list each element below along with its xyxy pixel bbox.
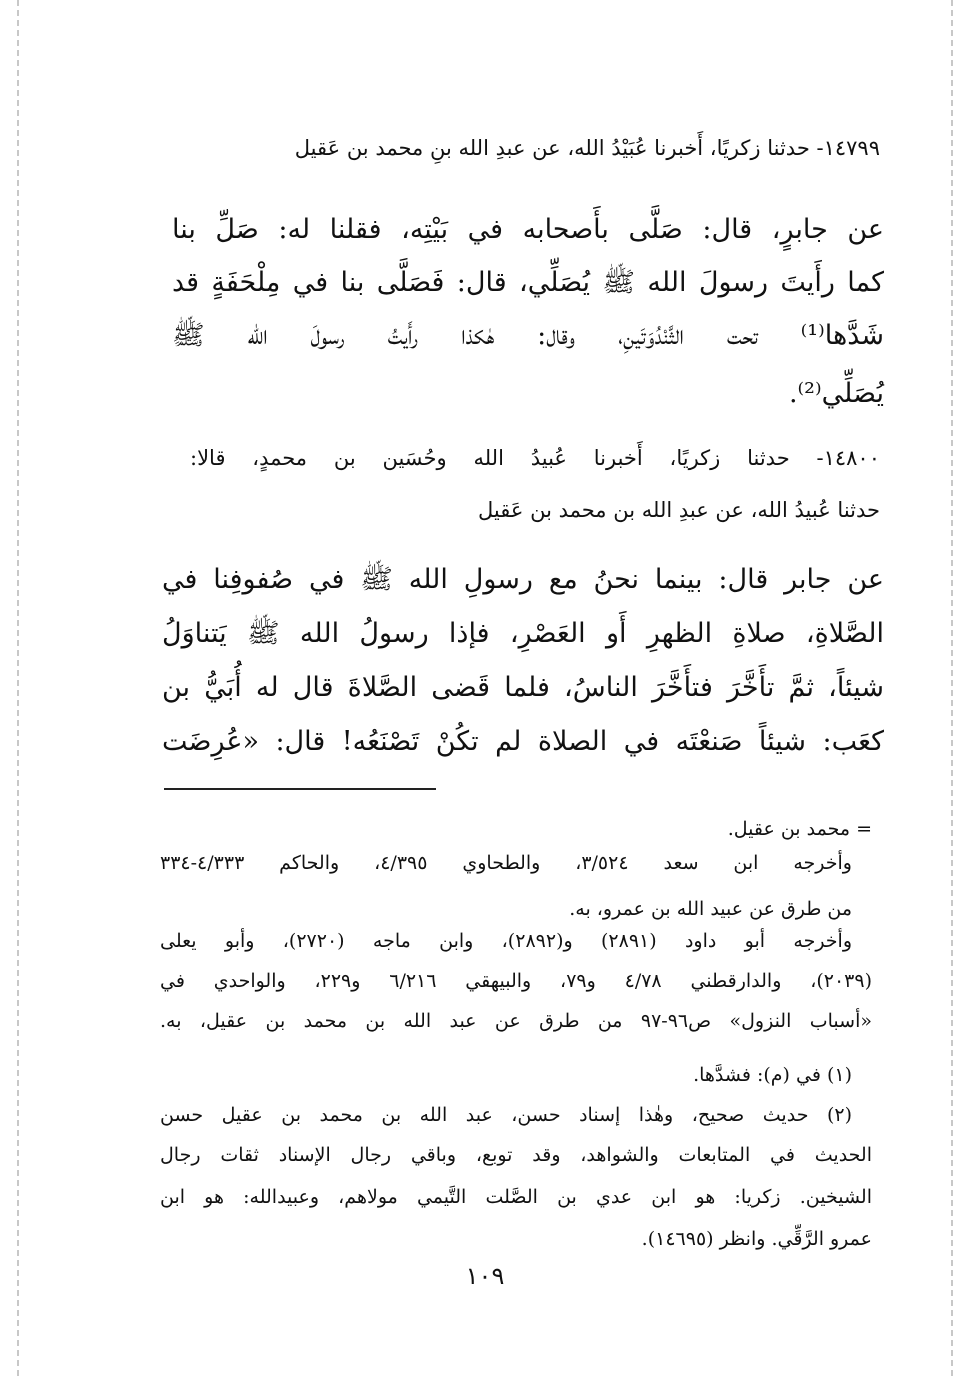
footnote-line: «أسباب النزول» ص٩٦-٩٧ من طرق عن عبد الله بن محمد بن عقيل، به.: [160, 1010, 872, 1032]
footnote-divider: [164, 788, 436, 790]
footnote-line: الحديث في المتابعات والشواهد، وقد توبع، وباقي رجال الإسناد ثقات رجال: [160, 1144, 872, 1166]
footnote-line: (١) في (م): فشدَّها.: [693, 1064, 852, 1086]
footnote-line: الشيخين. زكريا: هو ابن عدي بن الصَّلت التَّيمي مولاهم، وعبيدالله: هو ابن: [160, 1186, 872, 1208]
page-number: ١٠٩: [465, 1262, 505, 1290]
hadith-text-line: كعَب: شيئاً صَنعْتَه في الصلاة لم تكُنْ تَصْنَعُه! قال: «عُرِضَت: [162, 726, 884, 757]
hadith-chain-line: ١٤٨٠٠- حدثنا زكريًا، أَخبرنا عُبيدُ الله وحُسَين بن محمدٍ، قالا:: [190, 446, 880, 470]
footnote-line: وأخرجه ابن سعد ٣/٥٢٤، والطحاوي ٤/٣٩٥، والحاكم ٤/٣٣٣-٣٣٤: [160, 852, 852, 874]
hadith-chain-line: ١٤٧٩٩- حدثنا زكريًا، أَخبرنا عُبَيْدُ الله، عن عبدِ الله بنِ محمد بن عَقيل: [294, 136, 880, 160]
hadith-text-line: شَدَّها⁽¹⁾ تحت الثَّنْدُوَتَينِ، وقال: هٰكذا رأَيتُ رسولَ الله ﷺ: [172, 320, 884, 351]
footnote-line: عمرو الرَّقِّي. وانظر (١٤٦٩٥).: [641, 1228, 872, 1250]
footnote-line: (٢) حديث صحيح، وهٰذا إسناد حسن، عبد الله بن محمد بن عقيل حسن: [160, 1104, 852, 1126]
scan-edge-left: [17, 0, 19, 1376]
hadith-text-line: عن جابر قال: بينما نحنُ مع رسولِ الله ﷺ في صُفوفِنا في: [162, 564, 884, 595]
footnote-line: وأخرجه أبو داود (٢٨٩١) و(٢٨٩٢)، وابن ماجه (٢٧٢٠)، وأبو يعلى: [160, 930, 853, 952]
scan-edge-right: [951, 0, 953, 1376]
hadith-chain-line: حدثنا عُبيدُ الله، عن عبدِ الله بن محمد بن عَقيل: [478, 498, 880, 522]
footnote-line: من طرق عن عبيد الله بن عمرو، به.: [569, 898, 852, 920]
hadith-text-line: كما رأَيتَ رسولَ الله ﷺ يُصَلِّي، قال: فَصَلَّى بنا في مِلْحَفَةٍ قد: [172, 267, 884, 298]
footnote-line: (٢٠٣٩)، والدارقطني ٤/٧٨ و٧٩، والبيهقي ٦/٢١٦ و٢٢٩، والواحدي في: [160, 970, 872, 992]
hadith-text-line: شيئاً، ثمَّ تأَخَّرَ فتأَخَّرَ الناسُ، فلما قَضى الصَّلاةَ قال له أُبَيُّ بن: [162, 672, 884, 703]
footnote-line: = محمد بن عقيل.: [727, 818, 872, 840]
hadith-text-line: الصَّلاةِ، صلاةِ الظهرِ أَو العَصْرِ، فإذا رسولُ الله ﷺ يَتناوَلُ: [162, 618, 884, 649]
hadith-text-line: عن جابرٍ، قال: صَلَّى بأَصحابه في بَيْتِه، فقلنا له: صَلِّ بنا: [172, 214, 884, 245]
hadith-text-line: يُصَلِّي⁽²⁾.: [788, 378, 884, 409]
